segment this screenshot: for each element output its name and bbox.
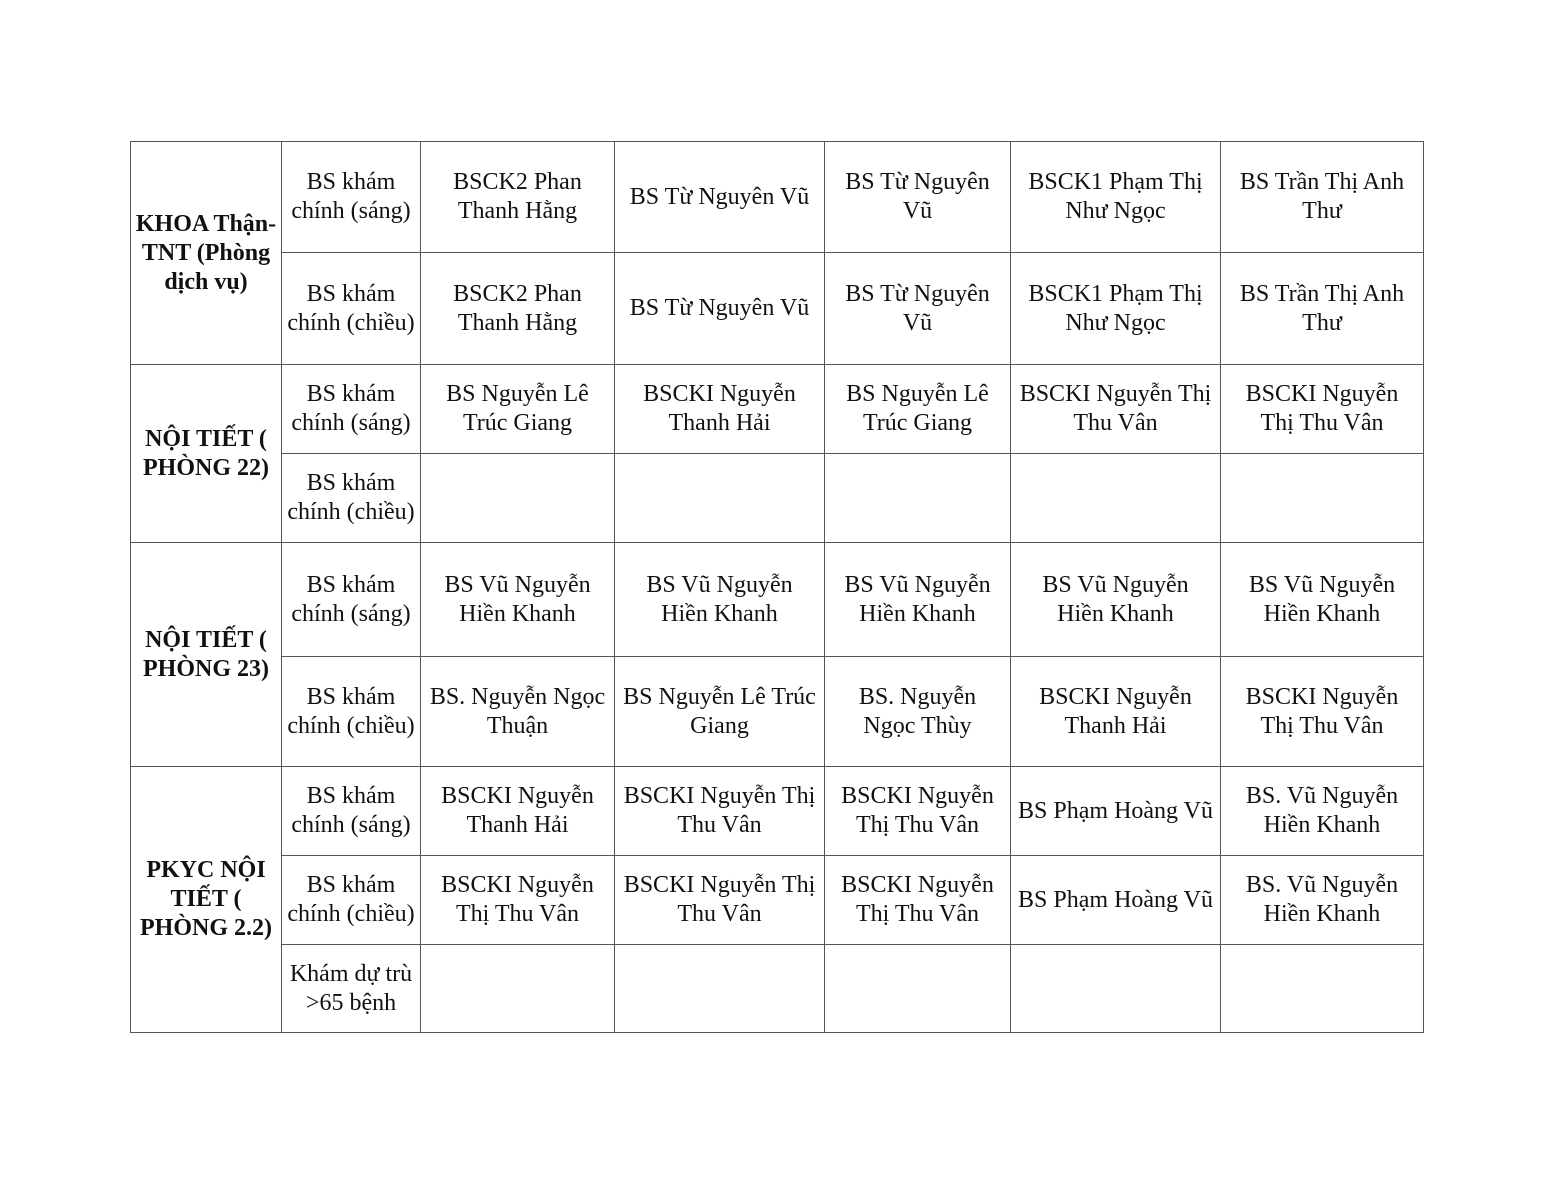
doctor-cell: BSCKI Nguyễn Thị Thu Vân — [615, 856, 825, 945]
doctor-cell: BS. Vũ Nguyễn Hiền Khanh — [1221, 767, 1424, 856]
doctor-cell — [825, 945, 1011, 1033]
doctor-cell — [615, 454, 825, 543]
doctor-cell: BS Phạm Hoàng Vũ — [1011, 767, 1221, 856]
doctor-cell: BS Trần Thị Anh Thư — [1221, 253, 1424, 365]
table-row — [131, 142, 1424, 253]
schedule-body — [131, 142, 1424, 1033]
doctor-cell: BS Vũ Nguyễn Hiền Khanh — [1011, 543, 1221, 657]
doctor-cell: BS Vũ Nguyễn Hiền Khanh — [825, 543, 1011, 657]
doctor-cell: BS Từ Nguyên Vũ — [825, 253, 1011, 365]
role-cell: BS khám chính (chiều) — [282, 856, 421, 945]
doctor-cell: BSCK2 Phan Thanh Hằng — [421, 142, 615, 253]
department-cell: PKYC NỘI TIẾT ( PHÒNG 2.2) — [131, 767, 282, 1033]
role-cell: Khám dự trù >65 bệnh — [282, 945, 421, 1033]
role-cell: BS khám chính (sáng) — [282, 767, 421, 856]
role-cell: BS khám chính (sáng) — [282, 543, 421, 657]
role-cell: BS khám chính (sáng) — [282, 142, 421, 253]
doctor-cell — [1011, 945, 1221, 1033]
doctor-cell — [1221, 454, 1424, 543]
doctor-cell: BSCKI Nguyễn Thị Thu Vân — [1011, 365, 1221, 454]
doctor-cell: BSCKI Nguyễn Thị Thu Vân — [421, 856, 615, 945]
doctor-cell: BSCKI Nguyễn Thị Thu Vân — [825, 856, 1011, 945]
table-row — [131, 365, 1424, 454]
doctor-cell — [1011, 454, 1221, 543]
doctor-cell: BSCKI Nguyễn Thanh Hải — [615, 365, 825, 454]
doctor-cell: BSCKI Nguyễn Thị Thu Vân — [1221, 365, 1424, 454]
table-row — [131, 253, 1424, 365]
role-cell: BS khám chính (chiều) — [282, 657, 421, 767]
doctor-cell: BS Nguyễn Lê Trúc Giang — [615, 657, 825, 767]
doctor-cell: BS Nguyễn Lê Trúc Giang — [825, 365, 1011, 454]
department-cell: NỘI TIẾT ( PHÒNG 22) — [131, 365, 282, 543]
table-row — [131, 856, 1424, 945]
doctor-cell: BS Từ Nguyên Vũ — [615, 253, 825, 365]
doctor-cell: BSCKI Nguyễn Thị Thu Vân — [825, 767, 1011, 856]
table-row — [131, 945, 1424, 1033]
doctor-cell: BSCK1 Phạm Thị Như Ngọc — [1011, 142, 1221, 253]
doctor-cell — [1221, 945, 1424, 1033]
role-cell: BS khám chính (chiều) — [282, 454, 421, 543]
doctor-cell — [421, 454, 615, 543]
doctor-cell: BSCK1 Phạm Thị Như Ngọc — [1011, 253, 1221, 365]
doctor-cell: BS Từ Nguyên Vũ — [825, 142, 1011, 253]
doctor-cell: BS Trần Thị Anh Thư — [1221, 142, 1424, 253]
doctor-cell: BS Từ Nguyên Vũ — [615, 142, 825, 253]
doctor-cell: BSCKI Nguyễn Thanh Hải — [1011, 657, 1221, 767]
doctor-cell: BS Phạm Hoàng Vũ — [1011, 856, 1221, 945]
table-row — [131, 767, 1424, 856]
role-cell: BS khám chính (sáng) — [282, 365, 421, 454]
doctor-cell: BSCKI Nguyễn Thanh Hải — [421, 767, 615, 856]
doctor-cell: BS Vũ Nguyễn Hiền Khanh — [1221, 543, 1424, 657]
doctor-cell: BSCK2 Phan Thanh Hằng — [421, 253, 615, 365]
table-row — [131, 543, 1424, 657]
doctor-cell: BS Vũ Nguyễn Hiền Khanh — [615, 543, 825, 657]
table-row — [131, 454, 1424, 543]
doctor-cell: BSCKI Nguyễn Thị Thu Vân — [615, 767, 825, 856]
doctor-cell — [421, 945, 615, 1033]
doctor-cell: BS. Nguyễn Ngọc Thùy — [825, 657, 1011, 767]
department-cell: NỘI TIẾT ( PHÒNG 23) — [131, 543, 282, 767]
doctor-cell: BS Vũ Nguyễn Hiền Khanh — [421, 543, 615, 657]
department-cell: KHOA Thận-TNT (Phòng dịch vụ) — [131, 142, 282, 365]
doctor-cell: BS. Vũ Nguyễn Hiền Khanh — [1221, 856, 1424, 945]
role-cell: BS khám chính (chiều) — [282, 253, 421, 365]
table-row — [131, 657, 1424, 767]
doctor-cell: BS. Nguyễn Ngọc Thuận — [421, 657, 615, 767]
doctor-cell — [615, 945, 825, 1033]
schedule-table — [130, 141, 1424, 1033]
doctor-cell: BSCKI Nguyễn Thị Thu Vân — [1221, 657, 1424, 767]
doctor-cell: BS Nguyễn Lê Trúc Giang — [421, 365, 615, 454]
doctor-cell — [825, 454, 1011, 543]
